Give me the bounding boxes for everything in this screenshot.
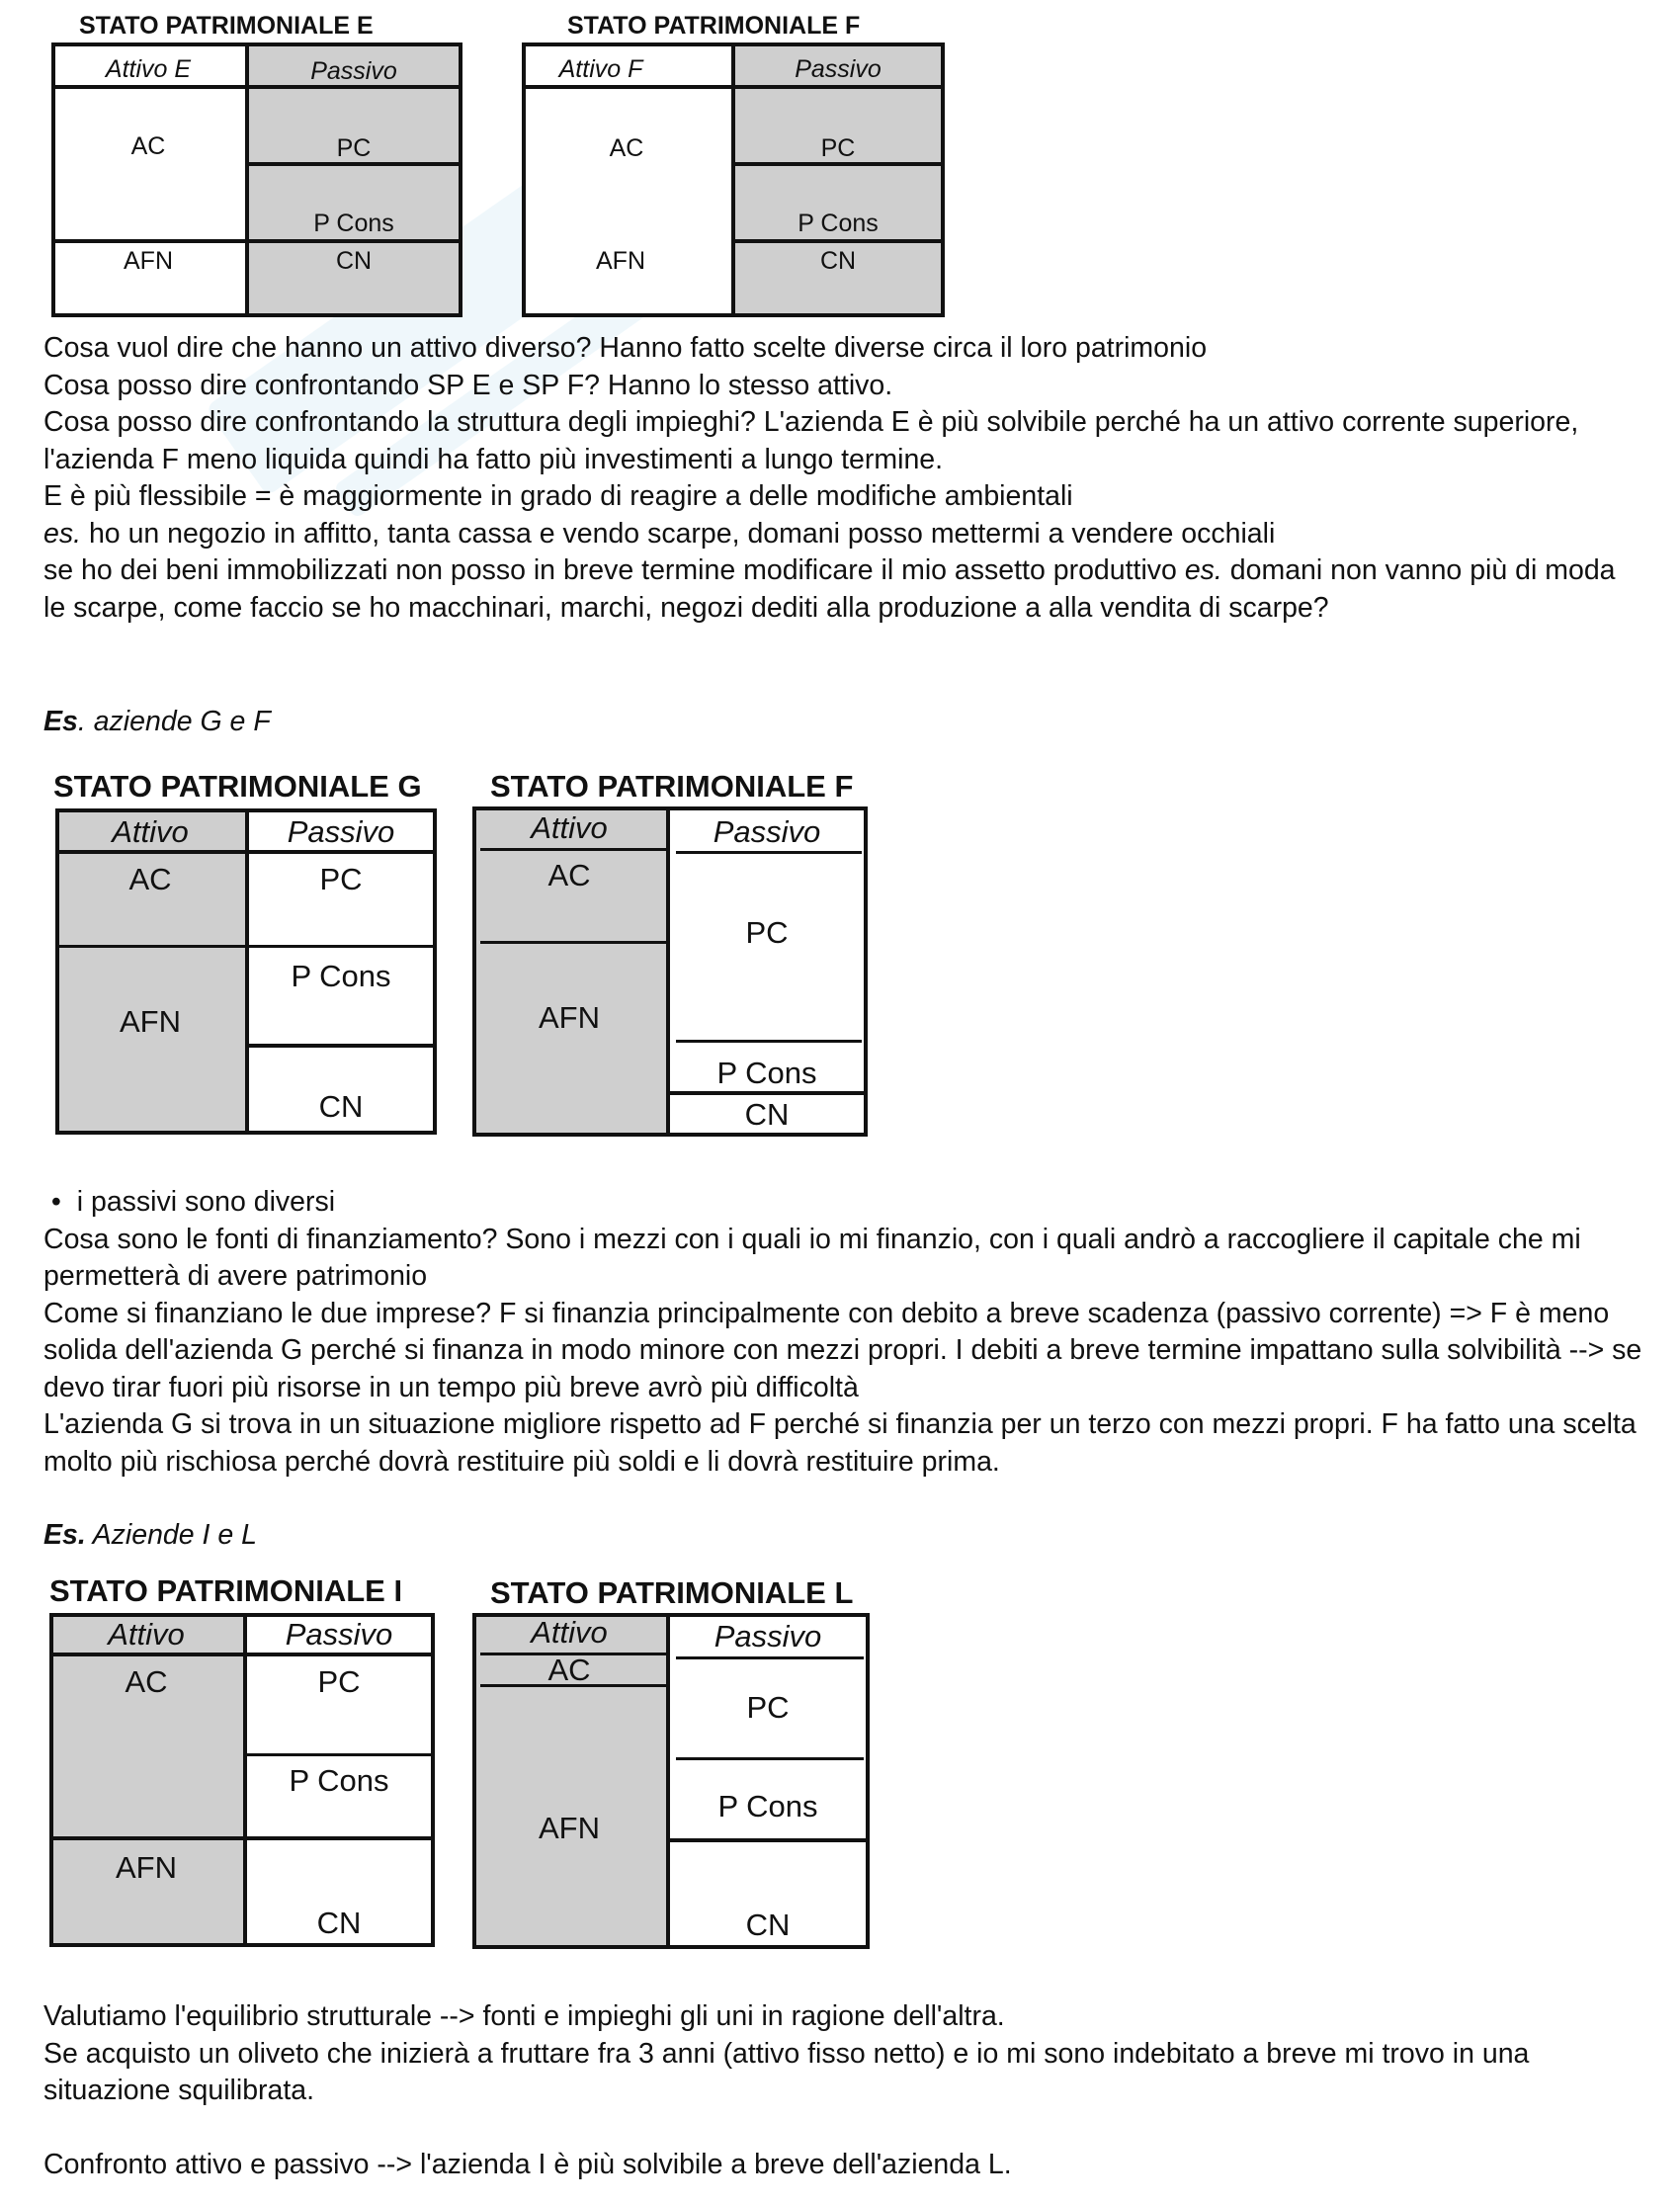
balance-sheet-e: [51, 8, 464, 322]
afn-label: AFN: [596, 247, 645, 275]
paragraph: Se acquisto un oliveto che inizierà a fruttare fra 3 anni (attivo fisso netto) e io mi sono indebitato a breve mi trovo in una situazione squilibrata.: [43, 2037, 1530, 2106]
pcons-label: P Cons: [717, 1789, 818, 1823]
passivo-header: Passivo: [714, 1619, 822, 1654]
afn-label: AFN: [539, 1811, 600, 1845]
figure-title: STATO PATRIMONIALE L: [490, 1575, 854, 1610]
heading-bold: Es: [43, 706, 78, 737]
cn-label: CN: [318, 1089, 364, 1124]
balance-sheet-g: [51, 769, 447, 1145]
passivo-header: Passivo: [285, 1617, 393, 1652]
pcons-label: P Cons: [716, 1056, 817, 1090]
attivo-header: Attivo F: [558, 55, 643, 83]
attivo-header: Attivo: [108, 1617, 185, 1652]
cn-label: CN: [335, 247, 373, 275]
cn-label: CN: [744, 1097, 790, 1132]
cn-label: CN: [819, 247, 857, 275]
pc-label: PC: [745, 915, 789, 950]
afn-label: AFN: [120, 1004, 181, 1039]
balance-sheet-f-middle: [470, 769, 876, 1145]
section-1-text: [43, 330, 1644, 627]
afn-label: AFN: [116, 1850, 177, 1885]
attivo-header: Attivo E: [105, 55, 192, 83]
cn-label: CN: [316, 1906, 362, 1940]
pc-label: PC: [317, 1664, 361, 1699]
heading-rest: . aziende G e F: [77, 706, 271, 737]
es-prefix: es.: [43, 517, 82, 550]
passivo-header: Passivo: [795, 55, 882, 83]
paragraph-example: [43, 516, 1644, 553]
text: domani non vanno più di moda le scarpe, come faccio se ho macchinari, marchi, negozi dediti alla produzione a alla vendita di scarpe?: [43, 554, 1616, 624]
paragraph: Cosa posso dire confrontando la struttura degli impieghi? L'azienda E è più solvibile perché ha un attivo corrente superiore, l'azienda F meno liquida quindi ha fatto più investimenti a lungo termine.: [43, 406, 1579, 475]
ac-label: AC: [547, 858, 591, 892]
paragraph: Cosa vuol dire che hanno un attivo diverso? Hanno fatto scelte diverse circa il loro patrimonio: [43, 332, 1208, 364]
pcons-label: P Cons: [313, 210, 394, 237]
balance-sheet-l: [470, 1573, 876, 1959]
ac-label: AC: [609, 134, 644, 162]
bullet-item: • i passivi sono diversi: [43, 1186, 336, 1218]
heading-rest: Aziende I e L: [85, 1519, 258, 1551]
pcons-label: P Cons: [798, 210, 879, 237]
cn-label: CN: [745, 1908, 791, 1942]
attivo-header: Attivo: [531, 1615, 608, 1650]
pcons-label: P Cons: [289, 1763, 389, 1798]
figure-title: STATO PATRIMONIALE F: [567, 12, 861, 40]
ac-label: AC: [130, 132, 166, 160]
passivo-header: Passivo: [287, 814, 395, 849]
passivo-header: Passivo: [310, 57, 397, 85]
figure-title: STATO PATRIMONIALE E: [79, 12, 374, 40]
paragraph: E è più flessibile = è maggiormente in grado di reagire a delle modifiche ambientali: [43, 480, 1073, 512]
balance-sheet-i: [47, 1573, 443, 1959]
heading-il: [43, 1517, 257, 1554]
figure-title: STATO PATRIMONIALE G: [53, 769, 422, 804]
balance-sheet-f-top: [522, 8, 947, 322]
section-2-text: [43, 1184, 1644, 1481]
ac-label: AC: [125, 1664, 168, 1699]
pc-label: PC: [336, 134, 372, 162]
pc-label: PC: [820, 134, 856, 162]
pc-label: PC: [746, 1690, 790, 1725]
paragraph: Confronto attivo e passivo --> l'azienda I è più solvibile a breve dell'azienda L.: [43, 2149, 1012, 2180]
ac-label: AC: [547, 1653, 591, 1687]
passivo-header: Passivo: [713, 814, 821, 849]
paragraph: Cosa posso dire confrontando SP E e SP F? Hanno lo stesso attivo.: [43, 369, 893, 401]
figure-title: STATO PATRIMONIALE I: [49, 1573, 403, 1608]
figure-title: STATO PATRIMONIALE F: [490, 769, 854, 804]
text: se ho dei beni immobilizzati non posso in breve termine modificare il mio assetto produttivo: [43, 554, 1185, 586]
bullet-text: i passivi sono diversi: [76, 1186, 336, 1218]
heading-gf: [43, 704, 271, 740]
section-4-text: [43, 2147, 1644, 2184]
pcons-label: P Cons: [291, 959, 391, 993]
afn-label: AFN: [539, 1000, 600, 1035]
pc-label: PC: [319, 862, 363, 896]
attivo-header: Attivo: [531, 810, 608, 845]
ac-label: AC: [128, 862, 172, 896]
paragraph: Come si finanziano le due imprese? F si finanzia principalmente con debito a breve scadenza (passivo corrente) => F è meno solida dell'azienda G perché si finanza in modo minore con mezzi propri. I debiti a breve termine impattano sulla solvibilità --> se devo tirar fuori più risorse in un tempo più breve avrò più difficoltà: [43, 1297, 1642, 1403]
section-3-text: [43, 1998, 1644, 2110]
attivo-header: Attivo: [112, 814, 189, 849]
afn-label: AFN: [124, 247, 173, 275]
paragraph: L'azienda G si trova in un situazione migliore rispetto ad F perché si finanzia per un terzo con mezzi propri. F ha fatto una scelta molto più rischiosa perché dovrà restituire più soldi e li dovrà restituire prima.: [43, 1408, 1637, 1478]
example-text: ho un negozio in affitto, tanta cassa e vendo scarpe, domani posso mettermi a vendere occhiali: [81, 517, 1276, 550]
es-prefix: es.: [1184, 554, 1222, 586]
paragraph-example-2: [43, 552, 1644, 627]
paragraph: Cosa sono le fonti di finanziamento? Sono i mezzi con i quali io mi finanzio, con i quali andrò a raccogliere il capitale che mi permetterà di avere patrimonio: [43, 1223, 1581, 1292]
paragraph: Valutiamo l'equilibrio strutturale --> fonti e impieghi gli uni in ragione dell'altra.: [43, 2000, 1005, 2032]
heading-bold: Es.: [43, 1519, 86, 1551]
